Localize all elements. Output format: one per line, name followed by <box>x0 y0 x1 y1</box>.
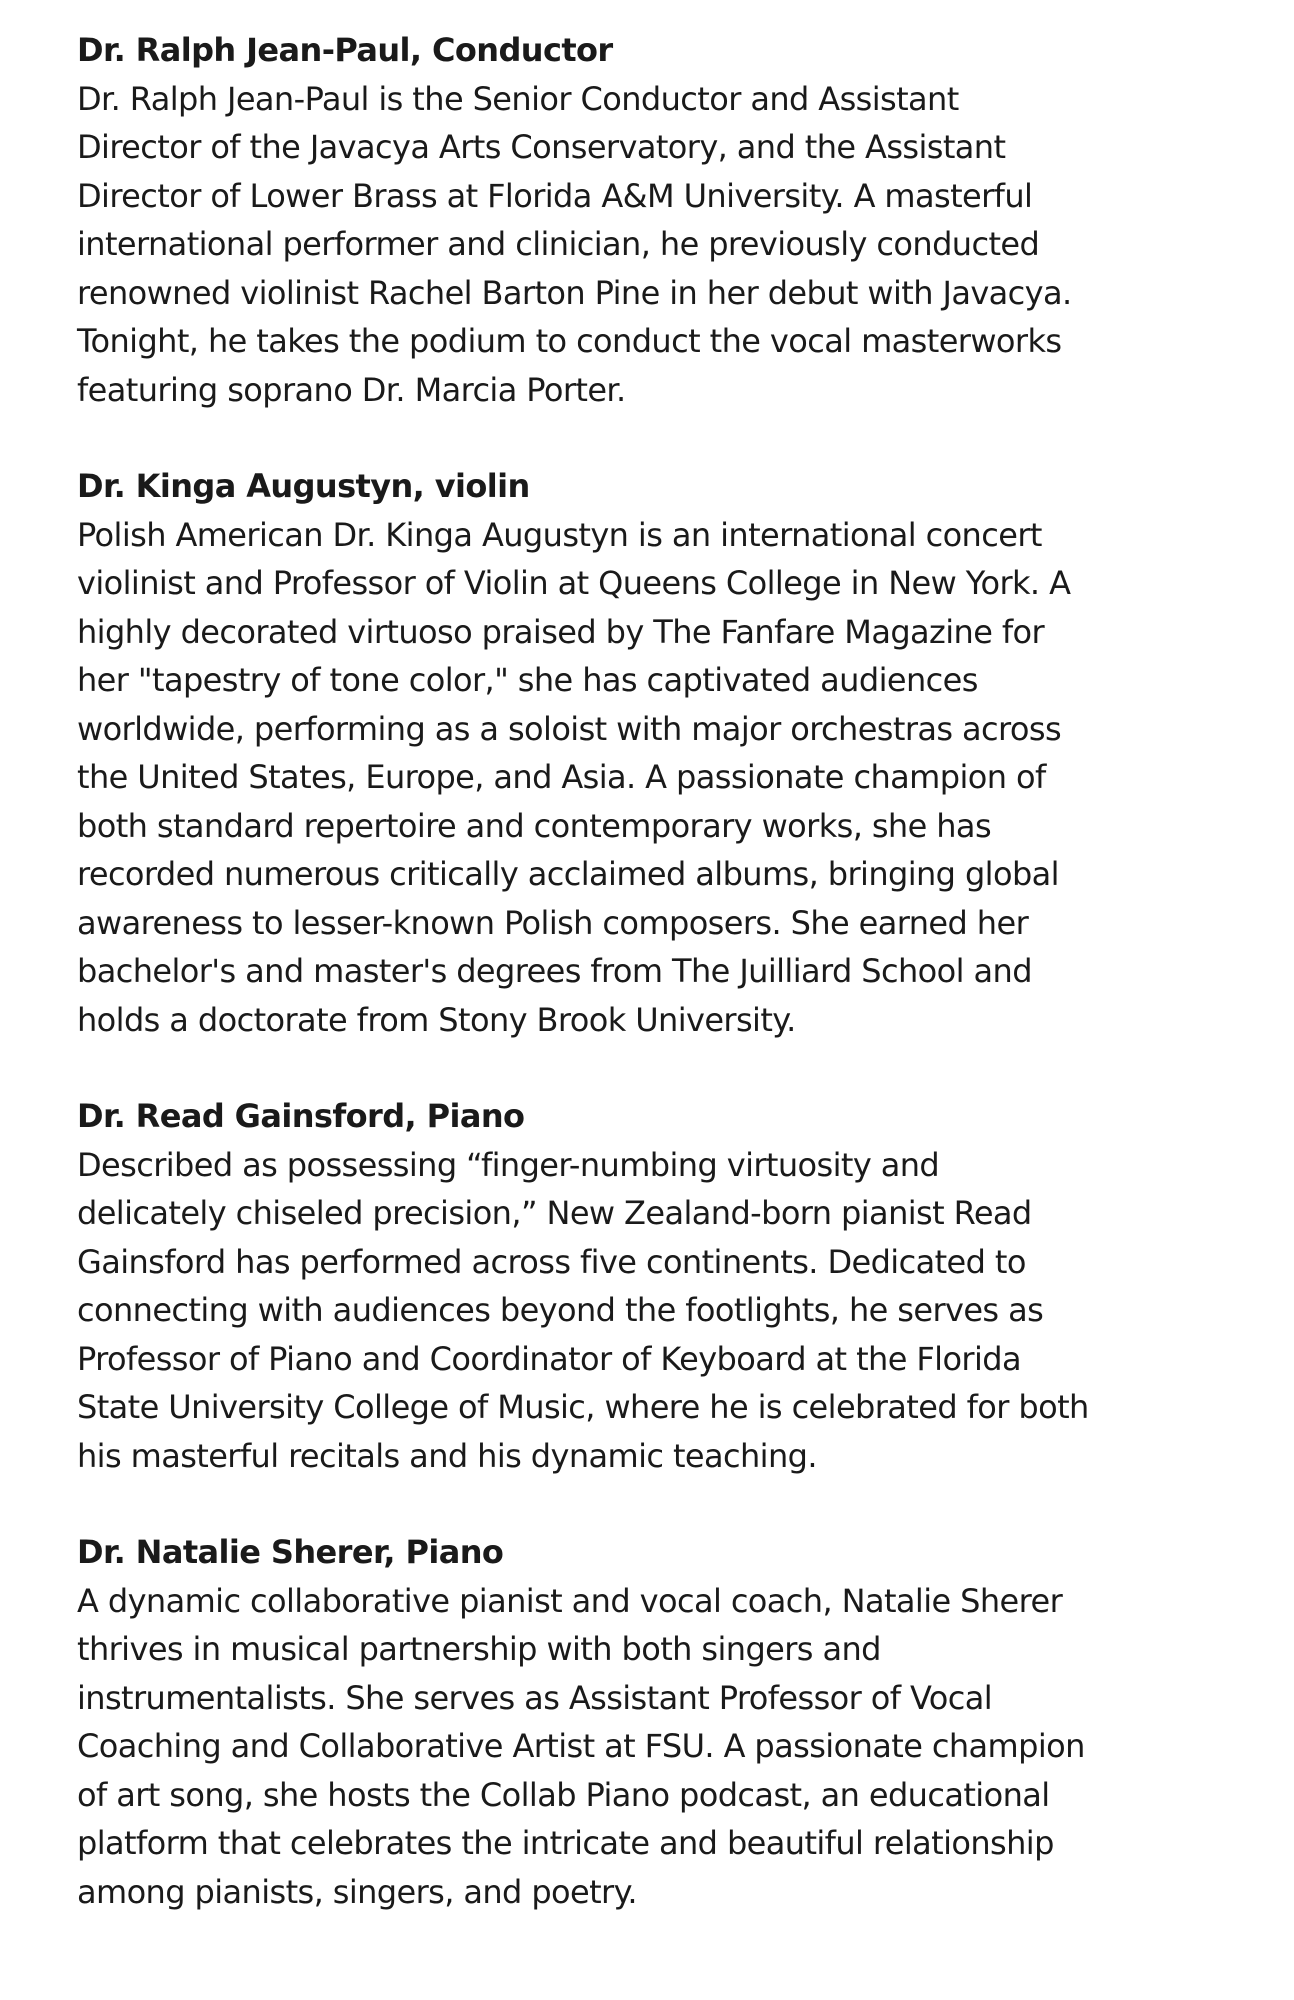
bio-line: among pianists, singers, and poetry. <box>77 1872 637 1911</box>
bio-line: Polish American Dr. Kinga Augustyn is an international concert <box>77 515 1042 554</box>
bio-line: international performer and clinician, he previously conducted <box>77 225 1040 263</box>
bio-line: State University College of Music, where he is celebrated for both <box>77 1388 1089 1426</box>
bio-heading: Dr. Kinga Augustyn, violin <box>77 467 530 505</box>
bio-line: awareness to lesser-known Polish composers. She earned her <box>77 903 1029 942</box>
bio-line: his masterful recitals and his dynamic teaching. <box>77 1436 817 1475</box>
bio-heading: Dr. Ralph Jean-Paul, Conductor <box>77 31 613 69</box>
bio-line: Gainsford has performed across five continents. Dedicated to <box>77 1242 1026 1281</box>
bio-line: holds a doctorate from Stony Brook University. <box>77 1000 796 1039</box>
bio-heading: Dr. Natalie Sherer, Piano <box>77 1533 504 1571</box>
bios-document <box>77 26 1257 1964</box>
bio-line: delicately chiseled precision,” New Zealand-born pianist Read <box>77 1194 1032 1232</box>
bio-line: worldwide, performing as a soloist with major orchestras across <box>77 709 1062 748</box>
bio-line: renowned violinist Rachel Barton Pine in her debut with Javacya. <box>77 273 1072 312</box>
bio-line: highly decorated virtuoso praised by The Fanfare Magazine for <box>77 612 1045 651</box>
bio-line: Described as possessing “finger-numbing virtuosity and <box>77 1145 940 1184</box>
bio-line: featuring soprano Dr. Marcia Porter. <box>77 370 626 409</box>
bio-kinga-augustyn <box>77 462 1257 1044</box>
bio-line: Dr. Ralph Jean-Paul is the Senior Conductor and Assistant <box>77 79 959 118</box>
bio-line: recorded numerous critically acclaimed albums, bringing global <box>77 855 1059 893</box>
bio-line: both standard repertoire and contemporary works, she has <box>77 806 992 845</box>
bio-line: A dynamic collaborative pianist and vocal coach, Natalie Sherer <box>77 1581 1063 1620</box>
bio-line: bachelor's and master's degrees from The Juilliard School and <box>77 952 1032 990</box>
bio-line: Director of Lower Brass at Florida A&M University. A masterful <box>77 176 1033 215</box>
bio-line: Tonight, he takes the podium to conduct the vocal masterworks <box>77 322 1062 360</box>
bio-read-gainsford <box>77 1092 1257 1480</box>
bio-line: Director of the Javacya Arts Conservatory, and the Assistant <box>77 128 1006 166</box>
bio-line: instrumentalists. She serves as Assistant Professor of Vocal <box>77 1678 993 1717</box>
bio-line: Professor of Piano and Coordinator of Keyboard at the Florida <box>77 1339 1021 1378</box>
bio-line: thrives in musical partnership with both singers and <box>77 1630 881 1668</box>
bio-line: violinist and Professor of Violin at Queens College in New York. A <box>77 564 1071 602</box>
bio-line: the United States, Europe, and Asia. A passionate champion of <box>77 758 1046 796</box>
bio-natalie-sherer <box>77 1528 1257 1916</box>
bio-line: Coaching and Collaborative Artist at FSU. A passionate champion <box>77 1727 1085 1765</box>
bio-line: platform that celebrates the intricate and beautiful relationship <box>77 1824 1054 1862</box>
bio-heading: Dr. Read Gainsford, Piano <box>77 1097 525 1135</box>
bio-line: connecting with audiences beyond the footlights, he serves as <box>77 1291 1044 1329</box>
bio-ralph-jean-paul <box>77 26 1257 414</box>
bio-line: of art song, she hosts the Collab Piano podcast, an educational <box>77 1775 1050 1814</box>
bio-line: her "tapestry of tone color," she has captivated audiences <box>77 661 978 699</box>
